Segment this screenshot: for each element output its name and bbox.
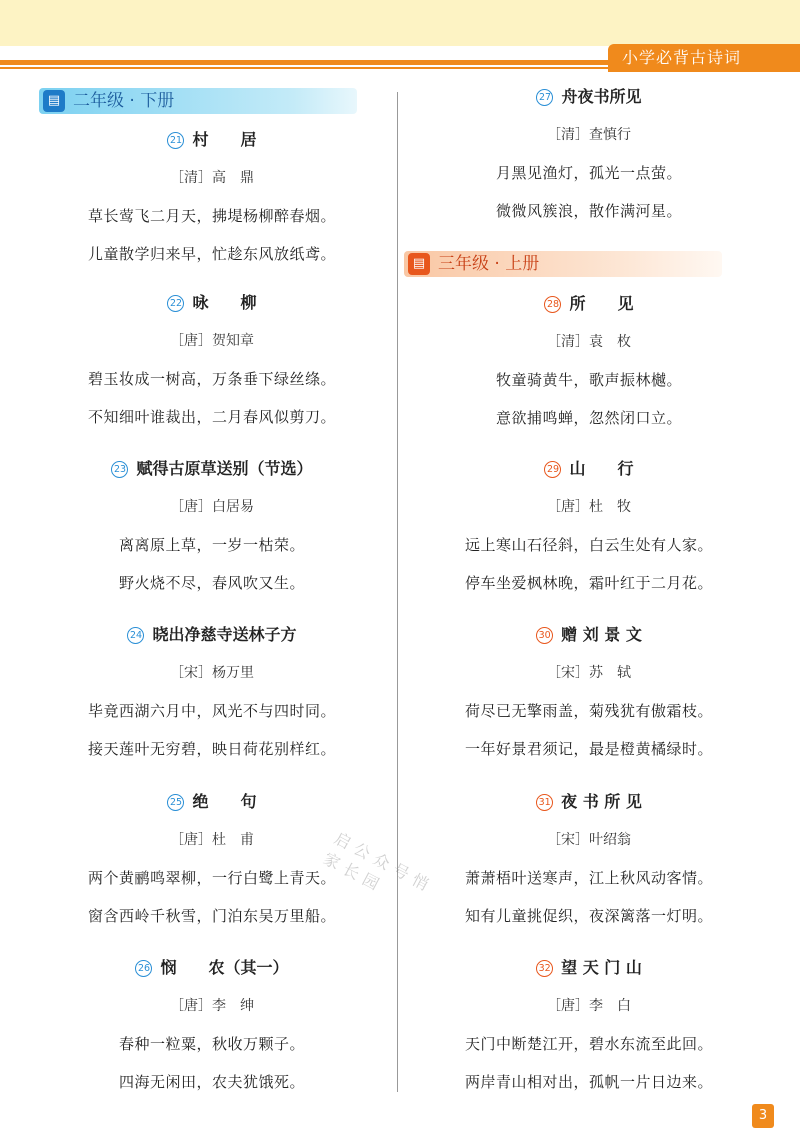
poem-29 <box>404 457 774 595</box>
poem-line: 意欲捕鸣蝉，忽然闭口立。 <box>495 409 682 427</box>
poem-24 <box>27 623 397 761</box>
poem-line: 月黑见渔灯，孤光一点萤。 <box>495 164 682 182</box>
poem-21 <box>27 128 397 266</box>
poem-number: 26 <box>135 960 152 977</box>
poem-title <box>27 790 397 814</box>
poem-31 <box>404 790 774 928</box>
poem-title-text: 望 天 门 山 <box>561 958 642 977</box>
poem-author: ［清］袁 枚 <box>547 334 631 350</box>
poem-number: 28 <box>544 296 561 313</box>
book-icon: ▤ <box>43 90 65 112</box>
poem-title-text: 所 见 <box>569 294 634 313</box>
poem-line: 知有儿童挑促织，夜深篱落一灯明。 <box>464 907 713 925</box>
poem-title-text: 赠 刘 景 文 <box>561 625 642 644</box>
poem-title-text: 赋得古原草送别（节选） <box>136 459 313 478</box>
poem-27 <box>404 85 774 223</box>
poem-line: 一年好景君须记，最是橙黄橘绿时。 <box>464 740 713 758</box>
poem-line: 窗含西岭千秋雪，门泊东吴万里船。 <box>87 907 336 925</box>
poem-line: 春种一粒粟，秋收万颗子。 <box>118 1035 305 1053</box>
poem-line: 离离原上草，一岁一枯荣。 <box>118 536 305 554</box>
poem-23 <box>27 457 397 595</box>
poem-line: 天门中断楚江开，碧水东流至此回。 <box>464 1035 713 1053</box>
poem-number: 29 <box>544 461 561 478</box>
poem-author: ［唐］李 绅 <box>170 998 254 1014</box>
poem-title-text: 咏 柳 <box>192 293 257 312</box>
poem-line: 远上寒山石径斜，白云生处有人家。 <box>464 536 713 554</box>
poem-title <box>27 457 397 481</box>
poem-title <box>404 623 774 647</box>
poem-number: 23 <box>111 461 128 478</box>
poem-author: ［宋］杨万里 <box>170 665 254 681</box>
poem-title <box>404 457 774 481</box>
poem-title <box>27 291 397 315</box>
poem-title-text: 村 居 <box>192 130 257 149</box>
poem-title-text: 夜 书 所 见 <box>561 792 642 811</box>
poem-title-text: 舟夜书所见 <box>561 87 642 106</box>
poem-30 <box>404 623 774 761</box>
page-number: 3 <box>752 1104 774 1128</box>
poem-line: 牧童骑黄牛，歌声振林樾。 <box>495 371 682 389</box>
poem-title <box>27 956 397 980</box>
poem-line: 碧玉妆成一树高，万条垂下绿丝绦。 <box>87 370 336 388</box>
grade-header-2b <box>39 88 357 114</box>
grade-label: 二年级 · 下册 <box>73 91 175 111</box>
poem-author: ［唐］杜 甫 <box>170 832 254 848</box>
poem-title <box>27 128 397 152</box>
poem-title-text: 绝 句 <box>192 792 257 811</box>
poem-author: ［唐］白居易 <box>170 499 254 515</box>
poem-author: ［宋］叶绍翁 <box>547 832 631 848</box>
poem-title <box>27 623 397 647</box>
book-title-tab: 小学必背古诗词 <box>608 44 800 72</box>
poem-number: 25 <box>167 794 184 811</box>
poem-22 <box>27 291 397 429</box>
poem-line: 不知细叶谁裁出，二月春风似剪刀。 <box>87 408 336 426</box>
poem-title-text: 山 行 <box>569 459 634 478</box>
book-icon: ▤ <box>408 253 430 275</box>
poem-line: 两个黄鹂鸣翠柳，一行白鹭上青天。 <box>87 869 336 887</box>
poem-26 <box>27 956 397 1094</box>
poem-author: ［唐］李 白 <box>547 998 631 1014</box>
poem-32 <box>404 956 774 1094</box>
poem-author: ［清］高 鼎 <box>170 170 254 186</box>
poem-line: 萧萧梧叶送寒声，江上秋风动客情。 <box>464 869 713 887</box>
poem-number: 24 <box>127 627 144 644</box>
poem-title <box>404 85 774 109</box>
poem-author: ［唐］杜 牧 <box>547 499 631 515</box>
poem-title <box>404 790 774 814</box>
poem-number: 30 <box>536 627 553 644</box>
poem-number: 31 <box>536 794 553 811</box>
poem-line: 野火烧不尽，春风吹又生。 <box>118 574 305 592</box>
poem-title-text: 悯 农（其一） <box>160 958 289 977</box>
poem-title-text: 晓出净慈寺送林子方 <box>152 625 297 644</box>
poem-line: 儿童散学归来早，忙趁东风放纸鸢。 <box>87 245 336 263</box>
poem-author: ［唐］贺知章 <box>170 333 254 349</box>
grade-label: 三年级 · 上册 <box>438 254 540 274</box>
poem-line: 荷尽已无擎雨盖，菊残犹有傲霜枝。 <box>464 702 713 720</box>
poem-line: 停车坐爱枫林晚，霜叶红于二月花。 <box>464 574 713 592</box>
watermark-stamp: 启公众号悄家长园 <box>320 828 438 897</box>
poem-line: 接天莲叶无穷碧，映日荷花别样红。 <box>87 740 336 758</box>
poem-line: 四海无闲田，农夫犹饿死。 <box>118 1073 305 1091</box>
header-band <box>0 0 800 46</box>
poem-line: 两岸青山相对出，孤帆一片日边来。 <box>464 1073 713 1091</box>
poem-title <box>404 292 774 316</box>
poem-title <box>404 956 774 980</box>
grade-header-3a <box>404 251 722 277</box>
poem-number: 22 <box>167 295 184 312</box>
poem-number: 32 <box>536 960 553 977</box>
poem-line: 毕竟西湖六月中，风光不与四时同。 <box>87 702 336 720</box>
poem-author: ［宋］苏 轼 <box>547 665 631 681</box>
poem-number: 21 <box>167 132 184 149</box>
poem-line: 微微风簇浪，散作满河星。 <box>495 202 682 220</box>
poem-author: ［清］查慎行 <box>547 127 631 143</box>
poem-28 <box>404 292 774 430</box>
poem-line: 草长莺飞二月天，拂堤杨柳醉春烟。 <box>87 207 336 225</box>
poem-number: 27 <box>536 89 553 106</box>
